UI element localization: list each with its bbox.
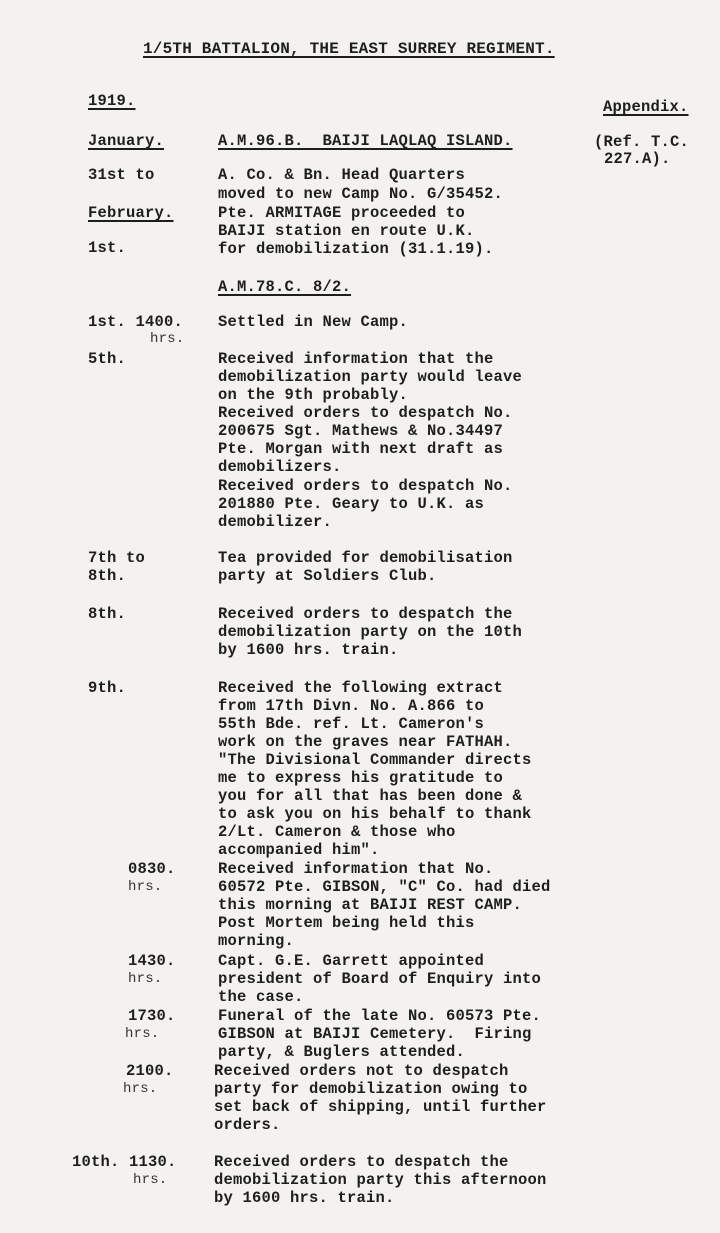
entry-line: Settled in New Camp. bbox=[218, 313, 409, 331]
page-title: 1/5TH BATTALION, THE EAST SURREY REGIMENT. bbox=[143, 40, 555, 58]
entry-line: Received orders to despatch No. bbox=[218, 404, 513, 422]
date-1st: 1st. bbox=[88, 239, 127, 257]
entry-date: 10th. 1130. bbox=[72, 1153, 177, 1171]
entry-line: Post Mortem being held this bbox=[218, 914, 475, 932]
entry-line: to ask you on his behalf to thank bbox=[218, 805, 532, 823]
entry-line: Pte. Morgan with next draft as bbox=[218, 440, 504, 458]
entry-time-unit: hrs. bbox=[128, 971, 163, 987]
entry-line: me to express his gratitude to bbox=[218, 769, 504, 787]
entry-line: A. Co. & Bn. Head Quarters bbox=[218, 166, 466, 184]
entry-date: 1st. 1400. bbox=[88, 313, 184, 331]
entry-line: demobilizers. bbox=[218, 458, 342, 476]
entry-time-unit: hrs. bbox=[133, 1172, 168, 1188]
entry-line: Tea provided for demobilisation bbox=[218, 549, 513, 567]
entry-date: 8th. bbox=[88, 605, 127, 623]
entry-line: Received information that the bbox=[218, 350, 494, 368]
location-heading-1: A.M.96.B. BAIJI LAQLAQ ISLAND. bbox=[218, 132, 513, 150]
entry-line: by 1600 hrs. train. bbox=[214, 1189, 395, 1207]
location-heading-2: A.M.78.C. 8/2. bbox=[218, 278, 352, 296]
entry-line: by 1600 hrs. train. bbox=[218, 641, 399, 659]
entry-line: Received orders to despatch the bbox=[214, 1153, 509, 1171]
entry-line: BAIJI station en route U.K. bbox=[218, 222, 475, 240]
entry-line: on the 9th probably. bbox=[218, 386, 409, 404]
entry-line: 200675 Sgt. Mathews & No.34497 bbox=[218, 422, 504, 440]
entry-line: 2/Lt. Cameron & those who bbox=[218, 823, 456, 841]
month-february: February. bbox=[88, 204, 174, 222]
appendix-ref-line-2: 227.A). bbox=[604, 150, 671, 168]
entry-line: demobilization party on the 10th bbox=[218, 623, 523, 641]
entry-line: set back of shipping, until further bbox=[214, 1098, 547, 1116]
entry-time: 0830. bbox=[128, 860, 176, 878]
entry-line: Received orders not to despatch bbox=[214, 1062, 509, 1080]
entry-line: 60572 Pte. GIBSON, "C" Co. had died bbox=[218, 878, 551, 896]
entry-line: this morning at BAIJI REST CAMP. bbox=[218, 896, 523, 914]
entry-time: 1430. bbox=[128, 952, 176, 970]
entry-line: work on the graves near FATHAH. bbox=[218, 733, 513, 751]
entry-time: 2100. bbox=[126, 1062, 174, 1080]
entry-line: orders. bbox=[214, 1116, 281, 1134]
entry-time-unit: hrs. bbox=[128, 879, 163, 895]
entry-line: Received orders to despatch No. bbox=[218, 477, 513, 495]
entry-time-unit: hrs. bbox=[125, 1026, 160, 1042]
entry-line: moved to new Camp No. G/35452. bbox=[218, 185, 504, 203]
entry-time-unit: hrs. bbox=[150, 331, 185, 347]
entry-line: party at Soldiers Club. bbox=[218, 567, 437, 585]
appendix-ref-line-1: (Ref. T.C. bbox=[594, 133, 690, 151]
date-31st: 31st to bbox=[88, 166, 155, 184]
entry-line: the case. bbox=[218, 988, 304, 1006]
entry-time: 1730. bbox=[128, 1007, 176, 1025]
entry-line: Received the following extract bbox=[218, 679, 504, 697]
entry-line: GIBSON at BAIJI Cemetery. Firing bbox=[218, 1025, 532, 1043]
entry-date: 8th. bbox=[88, 567, 127, 585]
entry-line: party for demobilization owing to bbox=[214, 1080, 528, 1098]
entry-line: demobilization party this afternoon bbox=[214, 1171, 547, 1189]
entry-line: Capt. G.E. Garrett appointed bbox=[218, 952, 485, 970]
entry-line: president of Board of Enquiry into bbox=[218, 970, 542, 988]
entry-line: 55th Bde. ref. Lt. Cameron's bbox=[218, 715, 485, 733]
entry-line: Received orders to despatch the bbox=[218, 605, 513, 623]
entry-line: Funeral of the late No. 60573 Pte. bbox=[218, 1007, 542, 1025]
year-label: 1919. bbox=[88, 92, 136, 110]
entry-line: 201880 Pte. Geary to U.K. as bbox=[218, 495, 485, 513]
entry-line: demobilization party would leave bbox=[218, 368, 523, 386]
entry-line: demobilizer. bbox=[218, 513, 333, 531]
entry-line: from 17th Divn. No. A.866 to bbox=[218, 697, 485, 715]
entry-line: Pte. ARMITAGE proceeded to bbox=[218, 204, 466, 222]
entry-line: Received information that No. bbox=[218, 860, 494, 878]
entry-line: accompanied him". bbox=[218, 841, 380, 859]
entry-line: "The Divisional Commander directs bbox=[218, 751, 532, 769]
month-january: January. bbox=[88, 132, 165, 150]
entry-line: for demobilization (31.1.19). bbox=[218, 240, 494, 258]
appendix-label: Appendix. bbox=[603, 98, 689, 116]
entry-time-unit: hrs. bbox=[123, 1081, 158, 1097]
entry-date: 5th. bbox=[88, 350, 127, 368]
entry-date: 7th to bbox=[88, 549, 146, 567]
entry-line: party, & Buglers attended. bbox=[218, 1043, 466, 1061]
entry-line: morning. bbox=[218, 932, 295, 950]
entry-date: 9th. bbox=[88, 679, 127, 697]
entry-line: you for all that has been done & bbox=[218, 787, 523, 805]
